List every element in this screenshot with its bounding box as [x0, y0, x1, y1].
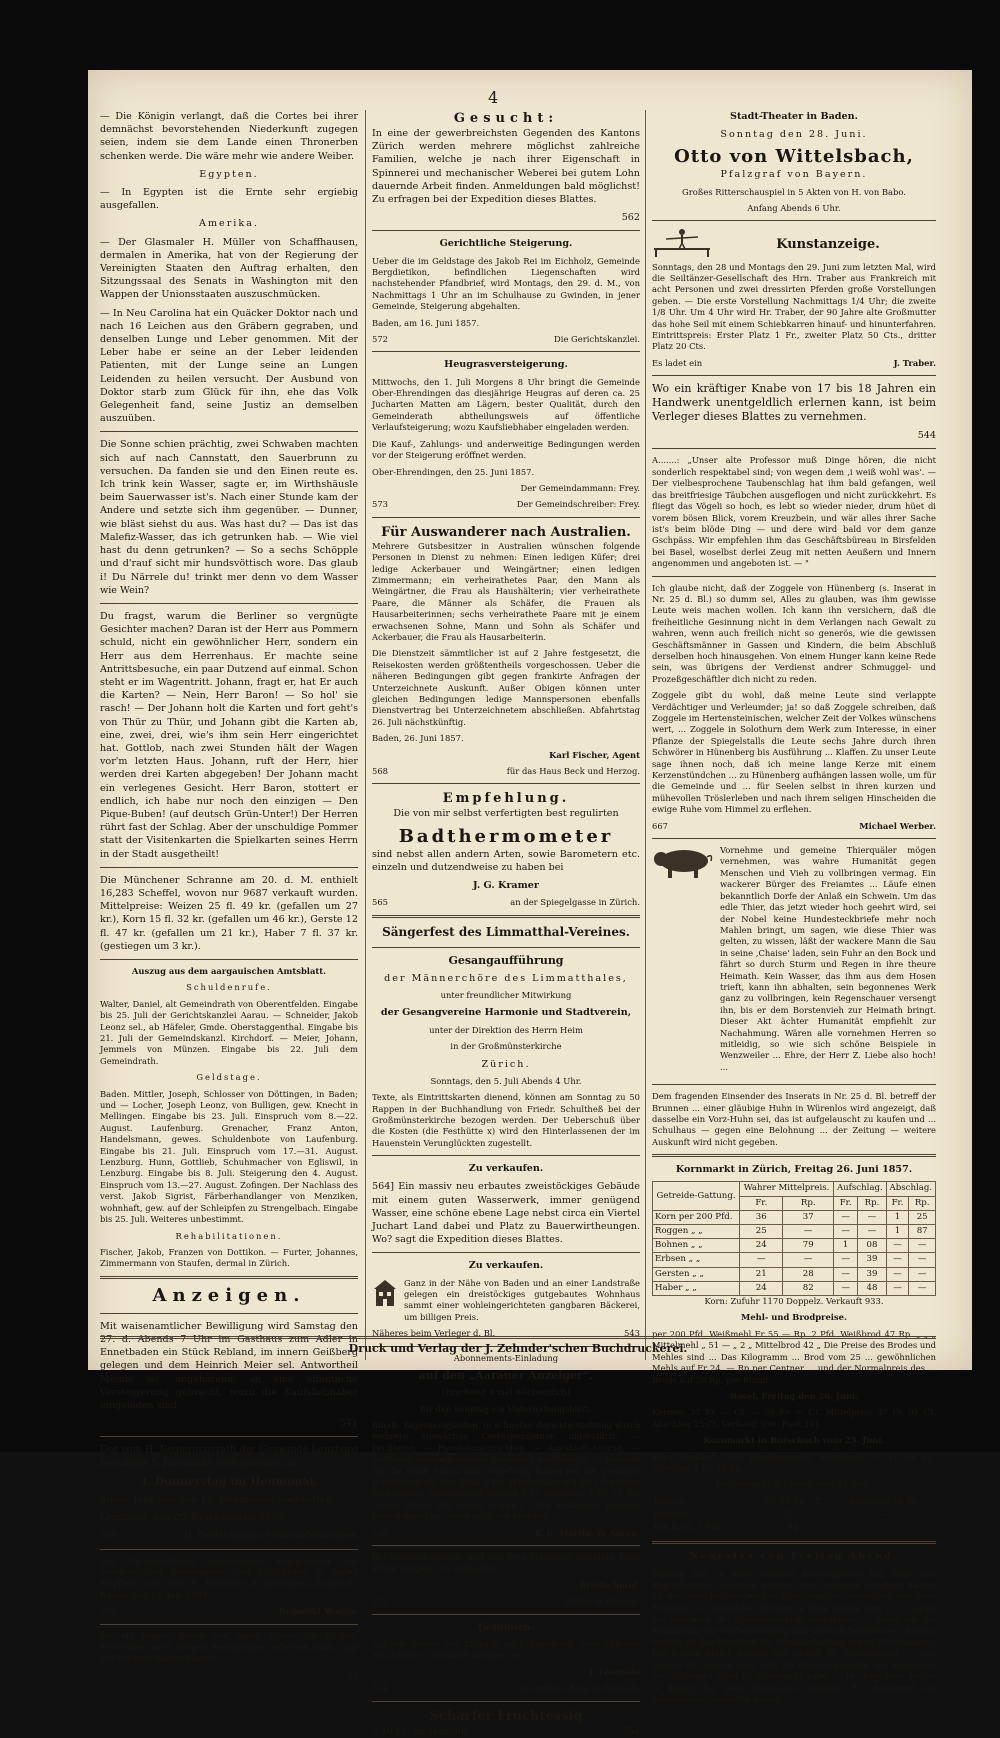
ad-text: Texte, als Eintrittskarten dienend, können am Sonntag zu 50 Rappen in der Buchhandlung von Friedr. Schultheß bei der Großmünsterkirche bezogen werden. Der Ueberschuß über die Kosten (die Festhütte x) wird den Hinterlassenen der im Hauenstein Verunglückten zugestellt. [372, 1092, 640, 1148]
news-text: Tägerig soll zu einer eigenen Kuratkaplanei mit Tauf- und Begräbnißplatz erhoben werden. Der bisherige Substitut Karrer ist zum Gerichtschreiber von Kulm avancirt. Gratuliren den alten Freunde. — Turnlehrer Zürcher in Bern wurde zum ... — Aarau hat nun auch die Schwimmschule übergeben. — Aarau hat die Einführung der Gasbeleuchtung nun wirklich beschlossen. Ebenso wichtig ist der Beschluß für Herbeischaffung guten Trinkwassers. Die Kosten hiefür werden auf 60,000 Fr. veranschlagt. — Das Journal de Genève sagt, daß die Hauensteinopfer der Regierung von Solothurn 2000 Fr. übermacht habe. — Hr. Reg.-Rath Sulzer in Zürich hat seine Demission verlangt. Er übernimmt ein industrielles Geschäfte wieder. [652, 1568, 936, 1705]
market-heading: Kornmarkt in Rorschach vom 25. Juni. [703, 1435, 885, 1446]
ad-text: (Erscheint 6 mal wöchentlich) [442, 1387, 570, 1398]
ad-text: Pfalzgraf von Bayern. [720, 169, 868, 181]
ad-text: Bei Unterzeichnetem sind vier fette Schweine, ungefähr 1000 Pfund wiegend, zu verkaufen. [372, 1552, 640, 1574]
divider [100, 1313, 358, 1314]
article-text: — In Neu Carolina hat ein Quäcker Doktor nach und nach 16 Leichen aus den Gräbern gegraben, und denselben Lunge und Leber genommen. Mit der Leber habe er seine an der Leber leidenden Patienten, mit der Lunge seine an Lungen Leidenden zu heilen versucht. Der Ausbund von Doktor starb zum Glück für ihn, ehe das Volk Gelegenheit fand, seine Justiz an demselben auszuüben. [100, 307, 358, 425]
ad-number: 565 [372, 897, 388, 908]
table-cell: 37 [783, 1210, 834, 1224]
ad-text: Ober-Ehrendingen, den 25. Juni 1857. [372, 466, 535, 477]
table-row [653, 1267, 936, 1281]
ad-text: für den Sonntag ein Unterhaltungsblatt. [420, 1403, 592, 1414]
table-cell: Bohnen „ „ [653, 1239, 740, 1253]
table-cell: Ein Brod, 5 Pfd. [654, 1523, 724, 1534]
table-cell: — [834, 1253, 858, 1267]
table-cell: — [909, 1267, 936, 1281]
ad-heading: Kunstanzeige. [776, 237, 880, 253]
ad-signature: an der Spiegelgasse in Zürich. [510, 897, 640, 908]
table-cell: 1 [886, 1210, 909, 1224]
page-number: 4 [488, 88, 499, 107]
table-header: Aufschlag. [834, 1182, 887, 1196]
pig-icon [652, 845, 714, 1078]
divider [372, 1252, 640, 1253]
divider [652, 448, 936, 449]
article-text: Du fragst, warum die Berliner so vergnügte Gesichter machen? Daran ist der Herr aus Pommern schuld, nicht ein gewöhnlicher Herr, sondern ein Herr aus dem Herrenhaus. Er machte seine Antrittsbesuche, ein paar Dutzend auf einmal. Schon steht er im Wagentritt. Johann, fragt er, hat Er auch die Karten? — Nein, Herr Baron! — So hol' sie rasch! — Der Johann holt die Karten und fort geht's von Thür zu Thür, und Johann gibt die Karten ab, eine, zwei, drei, wie's ihm sein Herr eingerichtet hat. Gottlob, nach zwei Stunden hält der Wagen vor'm letzten Haus. Johann, ruft der Herr, hier werden drei Karten abgegeben! Der Johann macht ein verlegenes Gesicht. Herr Baron, stottert er endlich, ich habe nur noch den einzigen — Den Pique-Buben! (auf deutsch Grün-Unter!) Der Herren rührt fast der Schlag. Aber der unschuldige Pommer statt der Visitenkarten die Spielkarten seines Herrn in der Stadt ausgetheilt! [100, 610, 359, 860]
ad-signature: Michael Werber. [859, 820, 936, 831]
ad-text: unter der Direktion des Herrn Heim [429, 1024, 583, 1035]
ad-number: 53 [347, 1669, 358, 1680]
market-text: Korn: Verkauft 2493 Doppelzentner. Mittelpreis 37 Fr. 98 Rp. Abschlag 1 Fr. 30 Rp. [652, 1451, 936, 1473]
ad-text: Es ladet ein [652, 357, 703, 368]
table-cell: — [886, 1239, 909, 1253]
article-text: Die Münchener Schranne am 20. d. M. enthielt 16,283 Scheffel, wovon nur 9687 verkauft wurden. Mittelpreise: Weizen 25 fl. 49 kr. (gefallen um 27 kr.), Korn 15 fl. 32 kr. (gefallen um 46 kr.), Gerste 12 fl. 47 kr. (gefallen um 21 kr.), Haber 7 fl. 37 kr. (gestiegen um 3 kr.). [100, 874, 358, 952]
divider [100, 867, 358, 868]
table-cell: — [858, 1210, 886, 1224]
table-cell: 1 [886, 1225, 909, 1239]
table-cell: 39 [858, 1267, 886, 1281]
ad-heading: Gerichtliche Steigerung. [439, 238, 573, 250]
divider [372, 1155, 640, 1156]
divider [652, 1154, 936, 1157]
section-heading: Egypten. [199, 168, 259, 180]
ad-text: der Männerchöre des Limmatthales, [384, 972, 628, 984]
table-cell: Haber „ „ [653, 1281, 740, 1295]
ad-heading: Für Auswanderer nach Australien. [381, 524, 631, 540]
ad-text: Wo ein kräftiger Knabe von 17 bis 18 Jahren ein Handwerk unentgeldlich erlernen kann, ist beim Verleger dieses Blattes zu vernehmen. [652, 382, 936, 424]
ad-text: Ganz in der Nähe von Baden und an einer Landstraße gelegen ein dreistöckiges gutgebautes Wohnhaus sammt einer wohleingerichteten gangbaren Bäckerei, um billigen Preis. [404, 1277, 640, 1322]
tightrope-walker-icon [652, 227, 712, 261]
divider [100, 959, 358, 960]
ad-text: Baden, 26. Juni 1857. [372, 733, 464, 744]
table-cell: — [834, 1210, 858, 1224]
table-cell: 25 [740, 1225, 783, 1239]
table-cell: — [886, 1281, 909, 1295]
table-row [652, 1496, 936, 1509]
table-cell: Gersten „ „ [653, 1267, 740, 1281]
column-right [652, 110, 936, 1710]
ad-text: dieses Jahr also den 16. Heumonats abgehalten. [100, 1493, 335, 1505]
divider [372, 517, 640, 518]
divider [100, 431, 358, 432]
divider [372, 230, 640, 231]
ad-text: Lenzburg, den 20. Brachmonats 1857. [100, 1512, 287, 1524]
ad-text: Der vom H. Regierungsrath der Gemeinde Lenzburg bewilligte 5. Jahrmarkt wird jeweilen am [100, 1444, 358, 1469]
notice-text: Walter, Daniel, alt Gemeindrath von Oberentfelden. Eingabe bis 25. Juli der Gerichtskanzlei Aarau. — Schneider, Jakob Leonz sel., ab Häfeler, Gmde. Oberstaggenthal. Eingabe bis 21. Juli der Gemeindskanzl. Kirchdorf. — Meier, Johann, Jemmels von Münzen. Eingabe bis 22. Juli dem Gemeindrath. [100, 998, 358, 1066]
table-cell: 25 [909, 1210, 936, 1224]
ad-signature: zum grünen Berg in Zurzach. [515, 1683, 640, 1694]
ad-heading: Heugrasversteigerung. [444, 359, 568, 371]
ad-heading: Gesucht: [453, 111, 559, 126]
ad-text: Auf der Straße von Zurzach nach Kadelburg „eine silberne Taschenuhr“. Auskunft darüber bei [372, 1638, 640, 1661]
ad-number: 568 [372, 766, 388, 777]
ad-text: Vornehme und gemeine Thierquäler mögen vernehmen, was wahre Humanität gegen Menschen und Vieh zu vollbringen vermag. Ein wackerer Bürger des Freiamtes ... Läufe einen bekanntlich Dorfe der Anlaß ein Schwein. Um das edle Thier, das jetzt wieder hoch geehrt wird, sei der Nobel keine Hundesteckbriefe mehr noch Mahlen bringt, um sagen, wie diese Thier was gelten, zu wissen, läßt der wackere Mann die Sau in seine ‚Chaise‘ laden, sein Fuhr an den Bock und fährt so durch Sturm und Regen in ihre theure Heimath. Kein Wasser, das ihm aus dem Hosen trieft, kann ihn abhalten, sein begonnenes Werk ganz zu vollbringen, kein Regenschauer versengt ihn, bis er dem Borstenvieh zur Heimath bringt. Dieser Akt ächter Humanität empfiehlt zur Nachahmung. Wären alle vornehmen Herren so mitleidig, so wie sich schöne Beispiele in Wenzweiler ... Ehre, der Herr Z. Liebe also hoch! ... [720, 845, 936, 1072]
table-row [653, 1225, 936, 1239]
ad-number: 566 [100, 1530, 119, 1542]
divider [100, 1624, 358, 1625]
table-header: Wahrer Mittelpreis. [740, 1182, 834, 1196]
grain-price-table [652, 1181, 936, 1296]
ad-text: In eine der gewerbreichsten Gegenden des Kantons Zürich werden mehrere möglichst zahlreiche Familien, welche je nach ihrer Eigenschaft in Spinnerei und mechanischer Weberei bei gutem Lohn dauernde Arbeit finden. Anmeldungen bald möglichst! Zu erfragen bei der Expedition dieses Blattes. [372, 128, 640, 206]
table-cell: Korn per 200 Pfd. [653, 1210, 740, 1224]
table-cell: 79 [783, 1239, 834, 1253]
table-row [653, 1253, 936, 1267]
table-row [653, 1281, 936, 1295]
table-cell: Fr. 39 Rp. 72 [764, 1496, 822, 1507]
ad-heading: Sängerfest des Limmatthal-Vereines. [382, 924, 630, 939]
table-header: Getreide-Gattung. [653, 1182, 740, 1210]
divider [372, 1614, 640, 1615]
printer-footer: Druck und Verlag der J. Zehnder'schen Buchdruckerei. [348, 1342, 688, 1355]
ad-text: Wo ein junger Knabe von guten Eltern die Bäcker-Profession unter billigen Bedingungen erlernen kann, sagt der Verleger dieses Blattes. [100, 1630, 358, 1664]
table-subheader: Rp. [858, 1196, 886, 1210]
market-text: Kernen: 37 Fr. — Ct. — 39 Fr. — Ct. Mittelpreis 37 Fr. 91 Ct. Abschlag 25 Ct. Verkauft 936. Rest 391. [652, 1407, 936, 1429]
table-cell: Kernen [654, 1496, 686, 1507]
market-heading: Mehl- und Brodpreise. [741, 1312, 847, 1323]
ad-text: Mittwochs, den 1. Juli Morgens 8 Uhr bringt die Gemeinde Ober-Ehrendingen das diesjährige Heugras auf deren ca. 25 Jucharten Matten am Lägern, bester Qualität, durch den Gemeinderath abtheilungsweis auf öffentliche Verlaufsteigerung; wozu Kaufsliebhaber eingeladen werden. [372, 376, 640, 433]
column-rule [365, 110, 366, 1360]
table-cell: Abschlag 74 Rp. [849, 1496, 921, 1507]
table-cell: 36 [740, 1210, 783, 1224]
ad-heading: Abonnements-Einladung [453, 1352, 559, 1363]
divider [100, 1549, 358, 1550]
ad-text: Die von mir selbst verfertigten best regulirten [393, 808, 619, 820]
table-cell: — [909, 1239, 936, 1253]
ad-signature: Der Gemeindschreiber: Frey. [516, 499, 640, 510]
ad-number: 667 [652, 820, 668, 831]
divider [372, 1545, 640, 1546]
ad-number: 544 [917, 430, 936, 442]
ad-heading: Scharfer Fruchtessig [429, 1708, 583, 1724]
divider [652, 375, 936, 376]
table-cell: — [834, 1267, 858, 1281]
column-left [100, 110, 358, 1686]
table-cell: 82 [783, 1281, 834, 1295]
ad-number: 572 [372, 334, 388, 345]
table-cell: Erbsen „ „ [653, 1253, 740, 1267]
divider [652, 1541, 936, 1544]
table-cell: — [858, 1225, 886, 1239]
table-subheader: Fr. [834, 1196, 858, 1210]
ad-text: Ich glaube nicht, daß der Zoggele von Hünenberg (s. Inserat in Nr. 25 d. Bl.) so dumm sei, Alles zu glauben, was ihm gewisse Leute weis machen wollen. Ich kann ihn versichern, daß die freiheitliche Gesinnung nicht in dem Verlangen nach Gewalt zu wahren, wenn auch freilich nicht so generös, wie die gewissen Geschäftsmänner in Gassen und Kindern, die beim Abschluß derselben hoch hinausgehen. Von einem Hunger kann keine Rede sein, was übrigens der Verdienst andrer Schmuggel- und Prozeßgeschäftler dich nicht zu reden. [652, 582, 936, 684]
market-text: per 200 Pfd. Weißmehl Fr 55 — Rp. 2 Pfd. Weißbrod 47 Rp. „ „ „ Mittelmehl „ 51 — „ 2 „ Mittelbrod 42 „ Die Preise des Brodes und Mehles sind ... Das Kilogramm ... Brod vom 25 ... gewöhnlichen Mehls auf Fr 24. — Rp per Centner ... und der Normalpreis des ... Brods auf 20 Rp. per Pfund. [652, 1328, 936, 1385]
section-heading: Schuldenrufe. [186, 982, 272, 993]
table-cell: „ 94 „ [780, 1523, 806, 1534]
market-heading: Basel, Freitag den 26. Juni. [729, 1390, 859, 1401]
ad-text: der Gesangvereine Harmonie und Stadtverein, [380, 1007, 632, 1019]
table-cell: Roggen [654, 1509, 688, 1520]
ad-number: 552 [621, 1725, 640, 1737]
market-heading: Kornmarkt in Zürich, Freitag 26. Juni 1857. [675, 1164, 913, 1176]
divider [652, 838, 936, 839]
table-subheader: Rp. [783, 1196, 834, 1210]
table-row [652, 1509, 936, 1522]
ad-signature: J. G. Kramer [473, 880, 539, 892]
ad-heading: Zu verkaufen. [468, 1260, 544, 1272]
ad-text: Zürich. [481, 1058, 531, 1070]
ad-number: 559 [100, 1606, 116, 1617]
ad-text: à 40 Ct. im Hirschli. [372, 1725, 471, 1737]
ad-signature: J. Traber. [893, 357, 936, 368]
section-heading: Rehabilitationen. [175, 1230, 283, 1241]
table-cell: — [886, 1267, 909, 1281]
ad-text: Ueber die im Geldstage des Jakob Rei im Eichholz, Gemeinde Bergdietikon, befindlichen Liegenschaften wird nachstehender Pfandbrief, wird Montags, den 29. d. M., von Nachmittags 1 Uhr an im Schulhause zu Gwinden, in jener Gemeinde, Steigerung abgehalten. [372, 255, 640, 312]
article-text: Die Sonne schien prächtig, zwei Schwaben machten sich auf nach Cannstatt, den Sauerbrunn zu versuchen. Da fanden sie und den Einen reute es. Ich trink kein Wasser, sagte er, im Wirthshäusle beim Sauerwasser ist's. Nach einer Stunde kam der Andere und setzte sich ihm gegenüber. — Dunner, wie bläst siehst du aus. Was hast du? — Das ist das Malefiz-Wasser, das ich getrunken hab. — Wie viel hast du denn getrunken? — So a sechs Schöpple und d'rauf sicht mir hundsvöttisch wore. Das glaub i! Du Närrele du! trinkt mer denn vo dem Wasser wie Wein? [100, 439, 358, 596]
table-subheader: Rp. [909, 1196, 936, 1210]
ad-heading: Zu verkaufen. [468, 1163, 544, 1175]
ad-text: Dem fragenden Einsender des Inserats in Nr. 25 d. Bl. betreff der Brunnen ... einer gläubige Huhn in Würenlos wird angezeigt, daß dasselbe ein Vorz-Huhn sei, das ist aufgelauscht zu kaufen und ... Schulhaus — gegen eine Belohnung ... der Zeitung — weitere Auskunft wird nicht gegeben. [652, 1091, 936, 1147]
ad-heading: Stadt-Theater in Baden. [730, 111, 858, 122]
ad-text: Die Kauf-, Zahlungs- und anderweitige Bedingungen werden vor der Steigerung eröffnet werden. [372, 438, 640, 461]
ad-signature: Breitschmid, [579, 1579, 640, 1590]
table-cell: — [834, 1225, 858, 1239]
ad-number: 574 [372, 1683, 388, 1694]
table-cell: — [834, 1281, 858, 1295]
ad-number: 543 [624, 1328, 640, 1339]
ad-signature: Müller in Bünzen. [563, 1596, 640, 1607]
ad-number: 575 [372, 1596, 388, 1607]
ad-number: 538 [372, 1527, 388, 1538]
ad-highlight: 3. Donnerstag im Heumonat, [139, 1474, 319, 1488]
table-cell: 24 [740, 1281, 783, 1295]
ad-signature: J. Lentholo [589, 1666, 640, 1677]
article-text: — In Egypten ist die Ernte sehr ergiebig ausgefallen. [100, 187, 358, 212]
ad-signature: Karl Fischer, Agent [549, 749, 640, 760]
table-cell: 1 [834, 1239, 858, 1253]
table-subheader: Fr. [740, 1196, 783, 1210]
market-heading: Fruchtmarkt in Luzern vom 23. Juni. [716, 1479, 872, 1490]
ad-number: 541 [339, 1418, 358, 1430]
table-cell: — [886, 1253, 909, 1267]
ad-text: Die Dienstzeit sämmtlicher ist auf 2 Jahre festgesetzt, die Reisekosten werden größtentheils vorgeschossen. Ueber die näheren Bedingungen gibt gegen frankirte Anfragen der Unterzeichnete Auskunft. Außer Obigen können unter gleichen Bedingungen ledige Mannspersonen ebenfalls Dienstvertrag bei Unterzeichnetem abschließen. Abfahrtstag 26. Juli nächstkünftig. [372, 648, 640, 727]
table-cell: — [909, 1281, 936, 1295]
ad-heading: Gefunden. [478, 1621, 534, 1633]
table-cell: 24 [740, 1239, 783, 1253]
article-text: — Der Glasmaler H. Müller von Schaffhausen, dermalen in Amerika, hat von der Regierung der Vereinigten Staaten den Auftrag erhalten, den Sitzungssaal des Senats in Washington mit den Wappen der Unionsstaaten auszuschmücken. [100, 236, 358, 301]
table-cell: — [783, 1253, 834, 1267]
notice-text: Baden. Mittler, Joseph, Schlosser von Döttingen, in Baden; und — Locher, Joseph Leonz, von Bulligen, gew. Knecht in Mellingen. Eingabe bis 23. Juli. Einspruch vom 8.—22. August. Laufenburg. Grenacher, Franz Anton, Handelsmann, gewes. Schuldenbote von Laufenburg. Eingabe bis 21. Juli. Einspruch vom 17.—31. August. Lenzburg. Hunn, Gottlieb, Schuhmacher von Egliswil, in Lenzburg. Eingabe bis 8. Juli. Steigerung den 4. August. Einspruch vom 13.—27. August. Zofingen. Der Nachlass des verst. Jakob Sigrist, Färberhandlanger von Menziken, wohnhaft, gew. auf der Schleipfen zu Strengelbach. Eingabe bis 25. Juli. Weiteres unbestimmt. [100, 1088, 358, 1225]
ad-text: in der Großmünsterkirche [450, 1041, 562, 1052]
ad-text: Inhalt: Tagesneuigkeiten, in schneller Berichterstattung durch mehrere auswärtige Correspondenten unterstützt; — Feuilleton; — Handelsnachrichten; — Amtsblatt-Auszug; — Oertliche Angelegenheiten besonders ausführlich. — Inserate für die Stadt Aarau und Umgebung finden bei der geringen Insertionspreis (per Zeile 6 Rp. Wiederholung 4 Rp.) die beste Verbreitung. Abonnement jährlich 9 Fr. halbjährl. 4 Fr. 75 Rp. franco durch die ganze Schweiz. Alle Postämter nehmen Bestellungen an, sowie auch der Verleger [372, 1420, 640, 1522]
ad-text: Sonntags, den 28 und Montags den 29. Juni zum letzten Mal, wird die Seiltänzer-Gesellschaft des Hrn. Traber aus Frankreich mit acht Personen und zwei dressirten Pferden große Vorstellungen geben. — Die erste Vorstellung Nachmittags 1/4 Uhr; die zweite 1/8 Uhr. Um 4 Uhr wird Hr. Traber, der 90 Jahre alte Großmutter das hohe Seil mit einem Schiebkarren hinauf- und hinunterfahren. Eintrittspreis: Erster Platz 1 Fr., zweiter Platz 50 Cts., dritter Platz 20 Cts. [652, 261, 936, 352]
ad-signature: Der Gemeindammann: Frey. [520, 482, 640, 493]
section-heading: Auszug aus dem aargauischen Amtsblatt. [131, 965, 327, 976]
ad-text: Baden, am 16. Juni 1857. [372, 317, 480, 328]
ad-signature: für das Haus Beck und Herzog. [506, 766, 640, 777]
table-cell: — [740, 1253, 783, 1267]
table-cell: Roggen „ „ [653, 1225, 740, 1239]
ad-text: unter freundlicher Mitwirkung [440, 990, 572, 1001]
table-cell: 39 [858, 1253, 886, 1267]
ad-text: Sonntags, den 5. Juli Abends 4 Uhr. [430, 1075, 582, 1086]
divider [372, 947, 640, 948]
article-text: — Die Königin verlangt, daß die Cortes bei ihrer demnächst bevorstehenden Niederkunft zugegen seien, indem sie dem Lande einen Thronerben schenken werde. Die wäre mehr wie andere Weiber. [100, 111, 358, 162]
ad-text: Sonntag den 28. Juni. [720, 129, 868, 141]
ad-text: Großes Ritterschauspiel in 5 Akten von H. von Babo. [682, 186, 906, 197]
ad-signature: Die Gerichtskanzlei. [554, 334, 640, 345]
section-heading: Amerika. [199, 218, 259, 230]
divider [100, 1336, 936, 1339]
ad-heading: auf den „Aarauer Anzeiger“. [418, 1369, 594, 1382]
table-header: Abschlag. [886, 1182, 935, 1196]
divider [652, 1084, 936, 1085]
ad-heading: Badthermometer [398, 825, 614, 847]
ad-text: sind nebst allen andern Arten, sowie Barometern etc. einzeln und dutzendweise zu haben bei [372, 848, 640, 873]
ad-signature: H. Bertschinger, Gemeindschreiber. [183, 1530, 358, 1542]
table-row [653, 1239, 936, 1253]
divider [100, 1276, 358, 1279]
divider [652, 220, 936, 221]
table-cell: 28 [783, 1267, 834, 1281]
table-cell: — [783, 1225, 834, 1239]
ad-signature: F. G. Martin, in Aarau. [535, 1527, 640, 1538]
luzern-price-table [652, 1496, 936, 1536]
ad-text: A.......: „Unser alte Professor muß Dinge hören, die nicht sonderlich respektabel sind; von wegen dem ‚i weiß wohl was‘. — Der vielbesprochene Taubenschlag hat ihm bald gefangen, weil das breitfriesige Täubchen ausgeflogen und nicht zurückkehrt. Es fliegt das Vögeli so hoch, es lebt so wieder nieder, drum hüet di vorem bösen Blick, vorem Kreuzbein, und wär alles ihrer Sache ist's beim blöde Ding — und dere wird bald vor dem ganze Gschpäss. Wir empfehlen ihm das Geschäftsbüreau in Birsfelden bei Basel, woselbst derlei Zeug mit netten Aeußern und Innern angenommen und angeboten ist. — " [652, 455, 936, 569]
table-cell: 21 [740, 1267, 783, 1281]
column-middle [372, 110, 640, 1738]
divider [372, 783, 640, 784]
ad-text: Mit waisenamtlicher Bewilligung wird Samstag den 27. d. Abends 7 Uhr im Gasthaus zum Adler in Ennetbaden ein Stück Rebland, im innern Geißberg gelegen und dem Heinrich Meier sel. Antwortheil Meinle sel. angehörend, an eine öffentliche Versteigerung gebracht, wozu die Kaufsliebhaber eingeladen sind. [100, 1320, 358, 1411]
house-icon [372, 1278, 398, 1329]
ad-text: Mehrere Gutsbesitzer in Australien wünschen folgende Personen in Dienst zu nehmen: Einen ledigen Küfer; drei ledige Ackerbauer und Weingärtner; einen ledigen Zimmermann; ein verheirathetes Paar, den Mann als Weingärtner, die Frau als Haushälterin; vier verheirathete Paare, die Männer als Schäfer, die Frauen als Hausarbeiterinnen; sechs verheirathete Paare mit je einem erwachsenen Sohne, Mann und Sohn als Schäfer und Ackerbauer, die Frau als Hausarbeiterin. [372, 540, 640, 642]
table-cell: „ — „ [873, 1509, 897, 1520]
table-cell: „ 27 „ — [774, 1509, 812, 1520]
ad-text: 564] Ein massiv neu erbautes zweistöckiges Gebäude mit einem guten Wasserwerk, immer genügend Wasser, eine schöne ebene Lage nebst circa ein Viertel Juchart Land dabei und Platz zu Bauerwirtheungen. Wo? sagt die Expedition dieses Blattes. [372, 1181, 640, 1246]
market-text: Korn: Zufuhr 1170 Doppelz. Verkauft 933. [704, 1296, 884, 1307]
news-heading: Neuestes von Freitag Abend. [689, 1551, 899, 1563]
notice-text: Fischer, Jakob, Franzen von Dottikon. — Furter, Johannes, Zimmermann von Staufen, dermal in Zürich. [100, 1246, 358, 1269]
table-cell: 87 [909, 1225, 936, 1239]
anzeigen-heading: Anzeigen. [152, 1284, 306, 1306]
section-heading: Geldstage. [196, 1072, 262, 1083]
table-cell: 2 „ [878, 1523, 892, 1534]
divider [372, 1701, 640, 1702]
divider [100, 603, 358, 604]
table-cell: 08 [858, 1239, 886, 1253]
ad-text: Der Unterzeichnete, nunmehriger Eigenthümer des Gasthofs und Bierbrauerei zum Schloßberg in Baden empfiehlt sich dem E. Publikum zu geneigtem Zuspruch. Baden, den 23. Juni 1857. [100, 1555, 358, 1600]
ad-number: 573 [372, 499, 388, 510]
table-cell: 48 [858, 1281, 886, 1295]
table-subheader: Fr. [886, 1196, 909, 1210]
ad-text: Zoggele gibt du wohl, daß meine Leute sind verlappte Verdächtiger und Verleumder; ja! so daß Zoggele schreiben, daß Zoggele im Hertensteinischen, welcher Zeit der Volkes wünschens wert, ... Zoggele in Solothurn dem Werk zum Interesse, in einer Pflanze der Spiegelstalls die Leute sechs Jahre durch ihren Schwörer in Hünenberg bis Ausführung ... Klaffen. Zu unser Leute sage ihnen noch, daß ich meine lange Kerze mit einem Kerzenstündchen ... zu Hünenberg aufhängen lassen wolle, um für die Gemeinde und ... für Seelen selbst in ihren kurzen und mühevollen Tröslerleben und nach ihrem seligen Hinscheiden die ewige Ruhe vom Himmel zu erflehen. [652, 690, 936, 815]
column-rule [645, 110, 646, 1360]
table-row [652, 1522, 936, 1535]
divider [100, 1436, 358, 1437]
ad-heading: Empfehlung. [442, 791, 570, 807]
table-row [653, 1210, 936, 1224]
ad-text: Anfang Abends 6 Uhr. [747, 203, 841, 214]
ad-text: Näheres beim Verleger d. Bl. [372, 1328, 496, 1339]
ad-signature: Benedikt Wagus. [278, 1606, 358, 1617]
table-cell: — [909, 1253, 936, 1267]
ad-number: 562 [621, 212, 640, 224]
divider [652, 576, 936, 577]
ad-heading: Gesangaufführung [448, 953, 564, 967]
divider [372, 915, 640, 918]
ad-heading: Otto von Wittelsbach, [674, 146, 914, 168]
divider [372, 351, 640, 352]
